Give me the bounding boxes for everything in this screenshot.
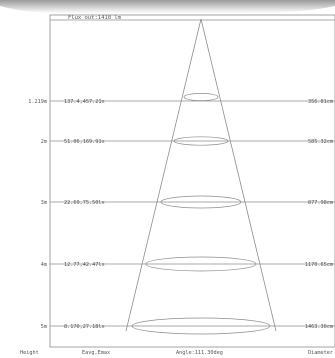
illuminance-values: 51.06,169.91x xyxy=(64,139,105,145)
height-label: 3m xyxy=(40,200,47,206)
diameter-value: 1463.30cm xyxy=(304,324,333,330)
illuminance-values: 12.77,42.47lx xyxy=(64,262,105,268)
values-column-label: Eavg,Emax xyxy=(82,350,111,356)
diameter-value: 356.81cm xyxy=(308,99,333,105)
height-label: 1.219m xyxy=(28,99,47,105)
top-shadow xyxy=(0,0,335,13)
height-label: 2m xyxy=(40,139,47,145)
diameter-value: 585.32cm xyxy=(308,139,333,145)
height-column-label: Height xyxy=(20,350,39,356)
diagram-frame xyxy=(50,15,335,347)
angle-label: Angle:111.30deg xyxy=(176,350,223,356)
diameter-value: 1170.65cm xyxy=(304,262,333,268)
diameter-column-label: Diameter xyxy=(308,350,333,356)
height-label: 4m xyxy=(40,262,47,268)
diameter-value: 877.98cm xyxy=(308,200,333,206)
flux-out-label: Flux out:1410 lm xyxy=(68,15,121,22)
illuminance-values: 8.170,27.18lx xyxy=(64,324,105,330)
height-label: 5m xyxy=(40,324,47,330)
illuminance-values: 137.4,457.21x xyxy=(64,99,105,105)
illuminance-values: 22.69,75.50lx xyxy=(64,200,105,206)
